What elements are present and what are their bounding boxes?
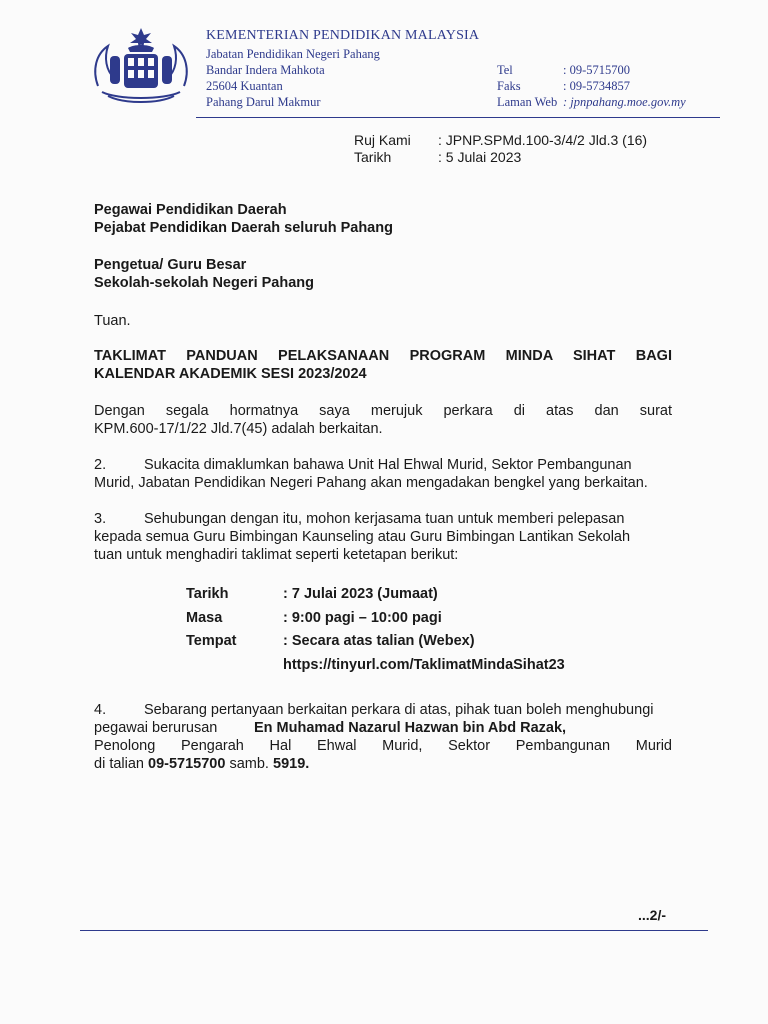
letterhead-address	[206, 46, 380, 110]
paragraph-number: 4.	[94, 702, 107, 718]
paragraph-line: Murid, Jabatan Pendidikan Negeri Pahang akan mengadakan bengkel yang berkaitan.	[94, 475, 648, 491]
extension-number: 5919.	[273, 756, 310, 772]
contact-value: : 09-5734857	[563, 79, 631, 93]
officer-name	[254, 719, 672, 737]
paragraph-line: kepada semua Guru Bimbingan Kaunseling atau Guru Bimbingan Lantikan Sekolah	[94, 529, 631, 545]
website-link[interactable]: : jpnpahang.moe.gov.my	[563, 95, 686, 109]
recipient-line: Pengetua/ Guru Besar	[94, 257, 247, 273]
date-value: : 5 Julai 2023	[438, 149, 522, 165]
schedule-row-time	[186, 607, 565, 631]
ministry-name: KEMENTERIAN PENDIDIKAN MALAYSIA	[206, 28, 480, 43]
contact-label: Laman Web	[497, 95, 558, 109]
schedule-value: : 9:00 pagi – 10:00 pagi	[283, 609, 442, 626]
paragraph-line: Penolong Pengarah Hal Ehwal Murid, Sektor Pembangunan Murid	[94, 738, 672, 754]
reference-block	[354, 132, 647, 166]
footer-divider	[80, 930, 708, 931]
officer-name-text: En Muhamad Nazarul Hazwan bin Abd Razak,	[254, 720, 567, 736]
schedule-row-venue	[186, 630, 565, 654]
schedule-block	[186, 583, 565, 677]
address-line: Jabatan Pendidikan Negeri Pahang	[206, 47, 380, 61]
address-line: Bandar Indera Mahkota	[206, 63, 325, 77]
paragraph-line: Dengan segala hormatnya saya merujuk perkara di atas dan surat	[94, 403, 672, 419]
paragraph-line: Sebarang pertanyaan berkaitan perkara di atas, pihak tuan boleh menghubungi	[144, 702, 654, 718]
schedule-label: Tarikh	[186, 586, 229, 602]
recipient-2	[94, 256, 672, 292]
contact-label: Faks	[497, 79, 521, 93]
coat-of-arms-icon	[88, 26, 194, 106]
paragraph-first-line	[94, 701, 672, 719]
schedule-value: : 7 Julai 2023 (Jumaat)	[283, 586, 438, 602]
date-row	[354, 149, 647, 166]
ruj-value: : JPNP.SPMd.100-3/4/2 Jld.3 (16)	[438, 132, 648, 148]
reference-row	[354, 132, 647, 149]
subject-line: TAKLIMAT PANDUAN PELAKSANAAN PROGRAM MINDA SIHAT BAGI	[94, 348, 672, 364]
date-label: Tarikh	[354, 149, 392, 165]
contact-row-tel	[497, 62, 686, 78]
paragraph-1	[94, 402, 672, 438]
contact-label: Tel	[497, 63, 513, 77]
address-line: Pahang Darul Makmur	[206, 95, 321, 109]
paragraph-4	[94, 701, 672, 773]
recipient-1	[94, 201, 672, 237]
header-divider	[196, 117, 720, 118]
paragraph-line: KPM.600-17/1/22 Jld.7(45) adalah berkaitan.	[94, 421, 383, 437]
ruj-label: Ruj Kami	[354, 132, 411, 148]
letterhead-contacts	[497, 62, 686, 110]
contact-row-web	[497, 94, 686, 110]
paragraph-line	[94, 719, 672, 737]
phone-number: 09-5715700	[148, 756, 226, 772]
schedule-label: Tempat	[186, 633, 237, 649]
meeting-url-link[interactable]: https://tinyurl.com/TaklimatMindaSihat23	[283, 656, 565, 673]
paragraph-first-line	[94, 510, 672, 528]
schedule-value: : Secara atas talian (Webex)	[283, 633, 475, 649]
subject	[94, 347, 672, 383]
schedule-label: Masa	[186, 609, 223, 626]
paragraph-3	[94, 510, 672, 564]
paragraph-text: pegawai berurusan	[94, 720, 218, 736]
paragraph-number: 3.	[94, 511, 107, 527]
paragraph-2	[94, 456, 672, 492]
paragraph-text: di talian	[94, 756, 144, 772]
paragraph-line: tuan untuk menghadiri taklimat seperti ketetapan berikut:	[94, 547, 459, 563]
recipient-line: Sekolah-sekolah Negeri Pahang	[94, 275, 314, 291]
subject-line: KALENDAR AKADEMIK SESI 2023/2024	[94, 366, 367, 382]
recipient-line: Pegawai Pendidikan Daerah	[94, 202, 287, 218]
contact-value: : 09-5715700	[563, 63, 631, 77]
page-continuation-marker: ...2/-	[638, 907, 667, 923]
paragraph-line: Sukacita dimaklumkan bahawa Unit Hal Ehwal Murid, Sektor Pembangunan	[144, 457, 632, 473]
paragraph-number: 2.	[94, 457, 107, 473]
recipient-line: Pejabat Pendidikan Daerah seluruh Pahang	[94, 220, 393, 236]
paragraph-line	[94, 755, 672, 773]
paragraph-text: samb.	[229, 756, 269, 772]
paragraph-line: Sehubungan dengan itu, mohon kerjasama tuan untuk memberi pelepasan	[144, 511, 625, 527]
address-line: 25604 Kuantan	[206, 79, 283, 93]
schedule-row-date	[186, 583, 565, 607]
paragraph-first-line	[94, 456, 672, 474]
contact-row-fax	[497, 78, 686, 94]
salutation: Tuan.	[94, 313, 131, 329]
